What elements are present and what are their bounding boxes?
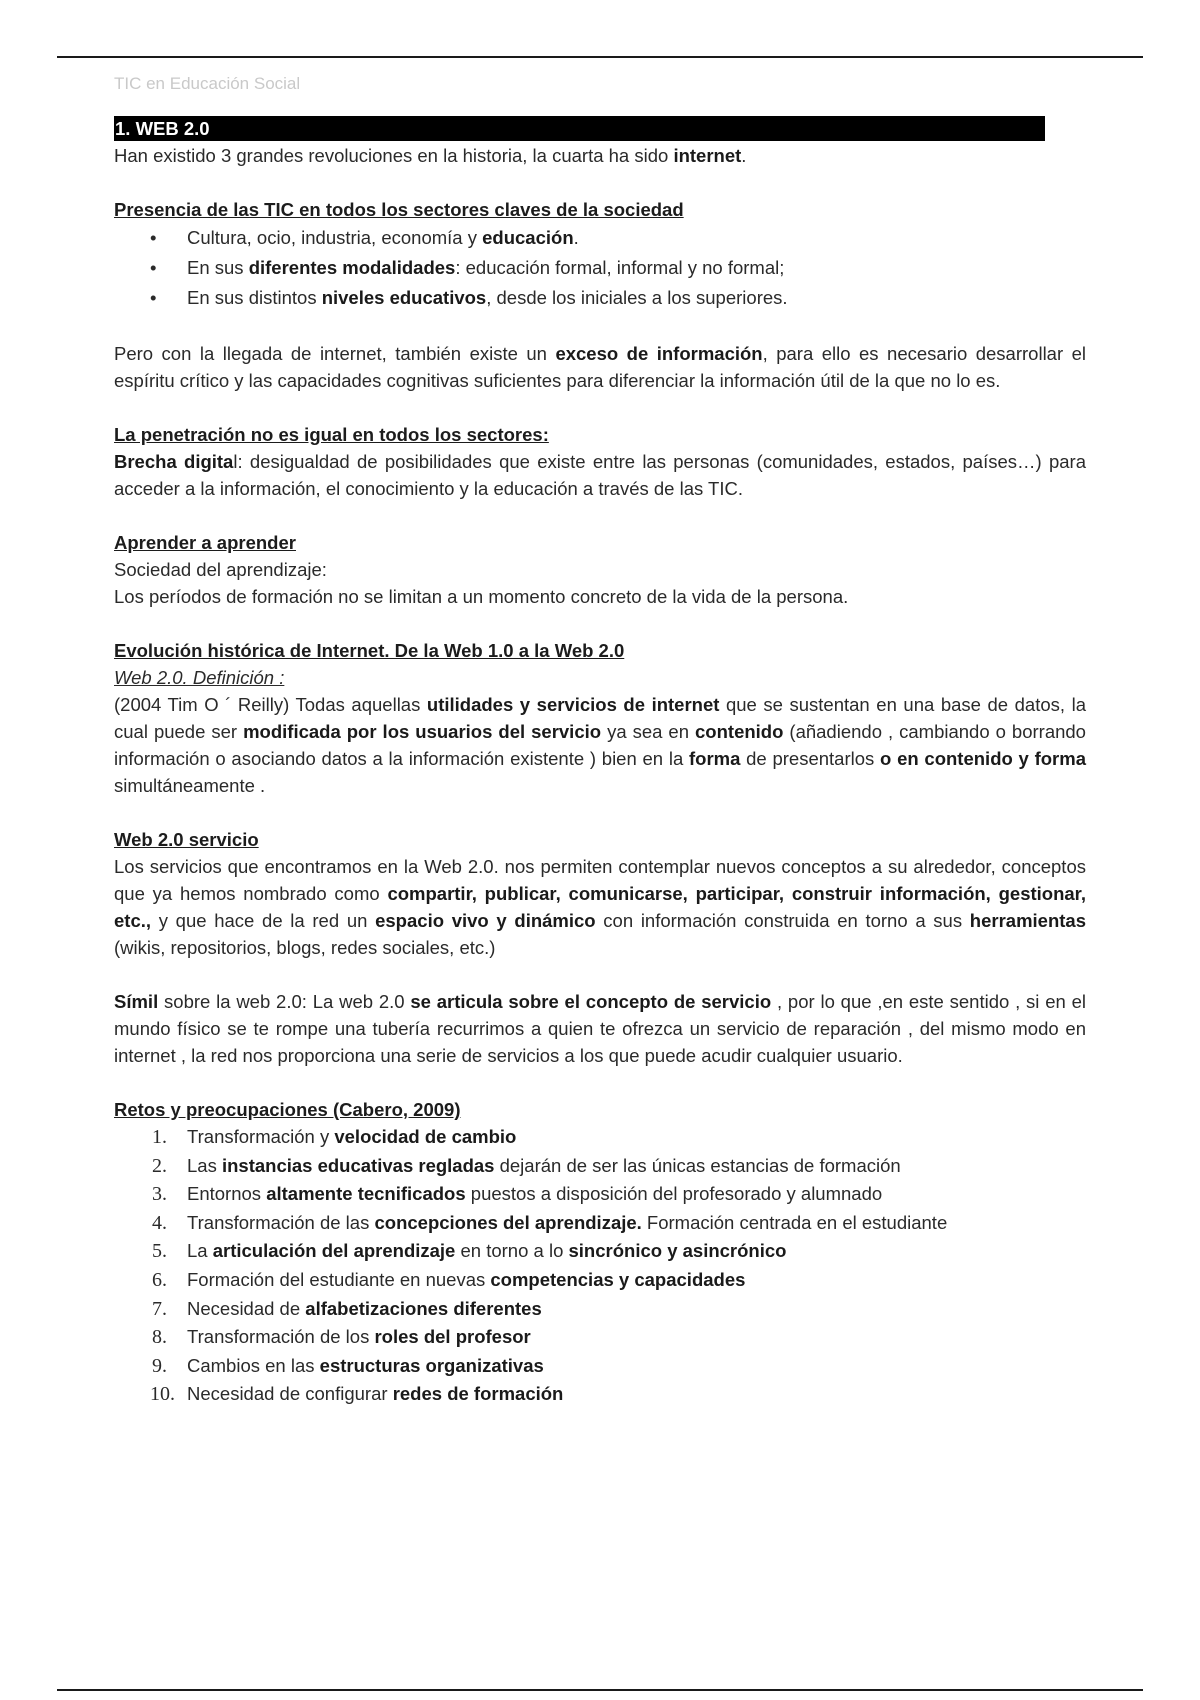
list-item: 1. Transformación y velocidad de cambio bbox=[152, 1126, 517, 1148]
list-item: 3. Entornos altamente tecnificados puestos a disposición del profesorado y alumnado bbox=[152, 1183, 883, 1206]
list-item: 7. Necesidad de alfabetizaciones diferentes bbox=[152, 1297, 542, 1320]
footer-rule bbox=[57, 1689, 1143, 1691]
list-item: 10. Necesidad de configurar redes de formación bbox=[150, 1383, 564, 1406]
header-rule bbox=[57, 56, 1143, 58]
running-header: TIC en Educación Social bbox=[114, 74, 301, 93]
simil-paragraph: Símil sobre la web 2.0: La web 2.0 se articula sobre el concepto de servicio , por lo que ,en este sentido , si en el mundo físico se te rompe una tubería recurrimos a quien te ofrezca un servicio de reparación , del mismo modo en internet , la red nos proporciona una serie de servicios a los que puede acudir cualquier usuario. bbox=[114, 991, 1086, 1066]
servicio-paragraph: Los servicios que encontramos en la Web 2.0. nos permiten contemplar nuevos conceptos a su alrededor, conceptos que ya hemos nombrado como compartir, publicar, comunicarse, participar, construir información, gestionar, etc., y que hace de la red un espacio vivo y dinámico con información construida en torno a sus herramientas (wikis, repositorios, blogs, redes sociales, etc.) bbox=[114, 856, 1086, 958]
bullet-icon: • bbox=[150, 287, 157, 308]
list-item: • En sus distintos niveles educativos, desde los iniciales a los superiores. bbox=[114, 283, 1086, 313]
aprender-line-2: Los períodos de formación no se limitan a un momento concreto de la vida de la persona. bbox=[114, 586, 849, 607]
list-item: 6. Formación del estudiante en nuevas competencias y capacidades bbox=[152, 1268, 746, 1291]
document-body bbox=[114, 116, 1086, 1409]
bullet-icon: • bbox=[150, 227, 157, 248]
heading-penetracion: La penetración no es igual en todos los sectores: bbox=[114, 424, 549, 445]
aprender-line-1: Sociedad del aprendizaje: bbox=[114, 559, 327, 580]
list-item: 9. Cambios en las estructuras organizativas bbox=[152, 1354, 544, 1377]
list-item: 4. Transformación de las concepciones del aprendizaje. Formación centrada en el estudiante bbox=[152, 1211, 948, 1234]
heading-aprender: Aprender a aprender bbox=[114, 532, 296, 553]
intro-paragraph: Han existido 3 grandes revoluciones en la historia, la cuarta ha sido internet. bbox=[114, 145, 747, 166]
definicion-paragraph: (2004 Tim O ´ Reilly) Todas aquellas utilidades y servicios de internet que se sustentan en una base de datos, la cual puede ser modificada por los usuarios del servicio ya sea en contenido (añadiendo , cambiando o borrando información o asociando datos a la información existente ) bien en la forma de presentarlos o en contenido y forma simultáneamente . bbox=[114, 694, 1086, 796]
brecha-paragraph: Brecha digital: desigualdad de posibilidades que existe entre las personas (comunidades, estados, países…) para acceder a la información, el conocimiento y la educación a través de las TIC. bbox=[114, 451, 1086, 499]
list-item: 2. Las instancias educativas regladas dejarán de ser las únicas estancias de formación bbox=[152, 1154, 901, 1177]
exceso-paragraph: Pero con la llegada de internet, también existe un exceso de información, para ello es necesario desarrollar el espíritu crítico y las capacidades cognitivas suficientes para diferenciar la información útil de la que no lo es. bbox=[114, 343, 1087, 391]
section-title: 1. WEB 2.0 bbox=[114, 116, 1045, 141]
heading-retos: Retos y preocupaciones (Cabero, 2009) bbox=[114, 1099, 461, 1120]
retos-list bbox=[114, 1123, 1086, 1409]
heading-servicio: Web 2.0 servicio bbox=[114, 829, 259, 850]
presencia-list bbox=[114, 223, 1086, 313]
list-item: 8. Transformación de los roles del profesor bbox=[152, 1326, 531, 1349]
list-item: • Cultura, ocio, industria, economía y educación. bbox=[114, 223, 1086, 253]
bullet-icon: • bbox=[150, 257, 157, 278]
list-item: • En sus diferentes modalidades: educación formal, informal y no formal; bbox=[114, 253, 1086, 283]
heading-presencia: Presencia de las TIC en todos los sectores claves de la sociedad bbox=[114, 199, 684, 220]
heading-evolucion: Evolución histórica de Internet. De la Web 1.0 a la Web 2.0 bbox=[114, 640, 625, 661]
list-item: 5. La articulación del aprendizaje en torno a lo sincrónico y asincrónico bbox=[152, 1240, 787, 1263]
subheading-definicion: Web 2.0. Definición : bbox=[114, 667, 285, 688]
